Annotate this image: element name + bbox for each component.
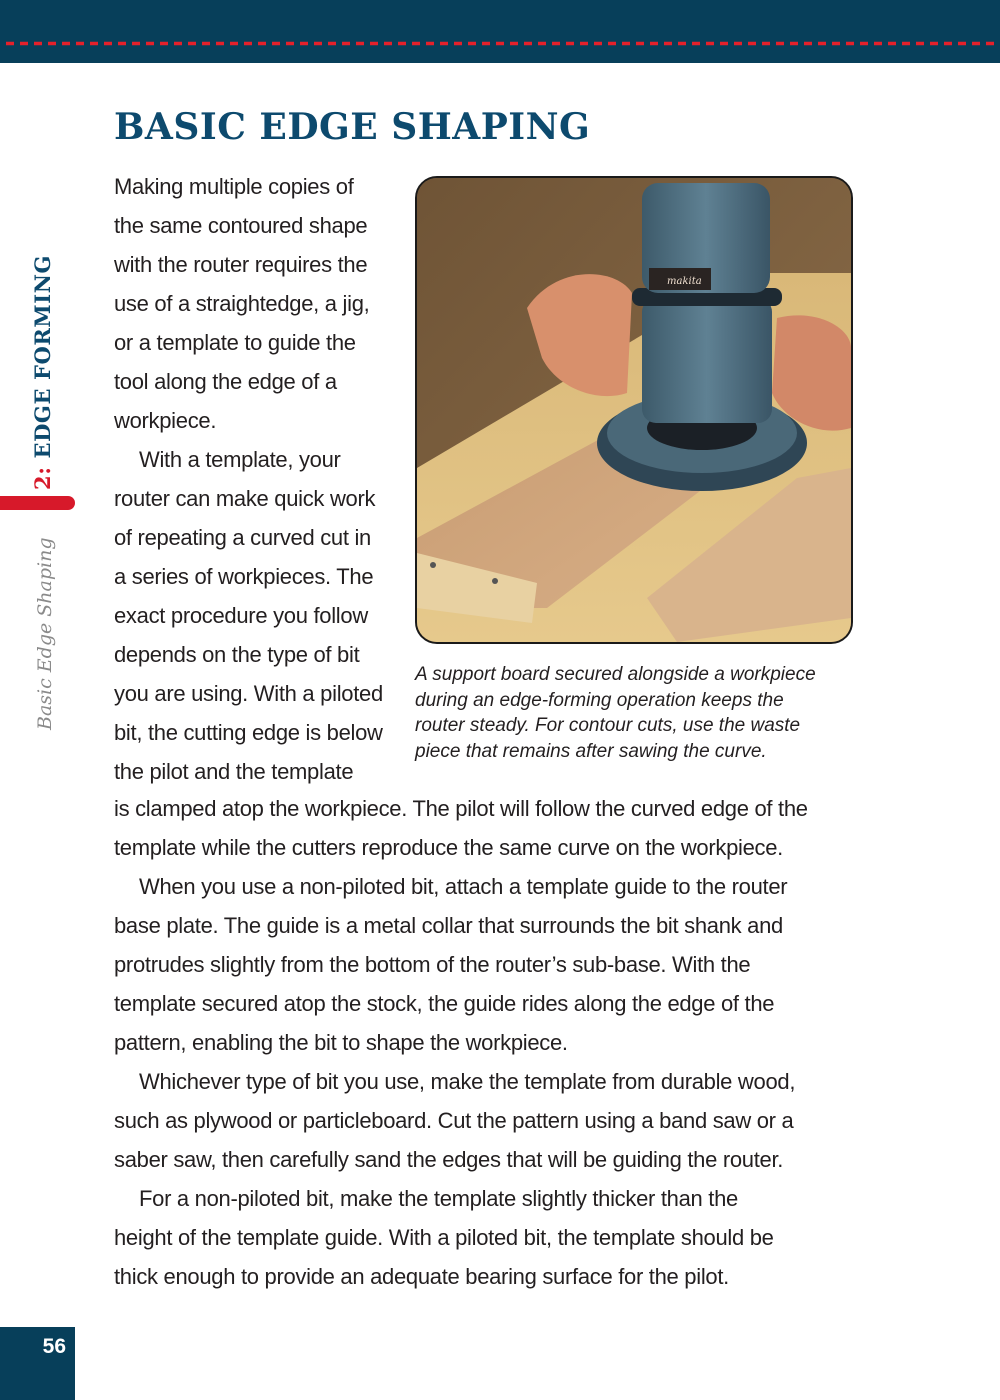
body-column-narrow	[114, 167, 404, 791]
text-line: template while the cutters reproduce the same curve on the workpiece.	[114, 835, 783, 860]
text-line: Making multiple copies of	[114, 174, 354, 199]
text-line: you are using. With a piloted	[114, 681, 383, 706]
text-line: exact procedure you follow	[114, 603, 368, 628]
text-line: template secured atop the stock, the guide rides along the edge of the	[114, 991, 775, 1016]
router-brand-label: makita	[667, 276, 702, 287]
chapter-title: EDGE FORMING	[30, 254, 55, 459]
paragraph-4	[114, 1062, 854, 1179]
text-line: the pilot and the template	[114, 759, 354, 784]
text-line: thick enough to provide an adequate bearing surface for the pilot.	[114, 1264, 729, 1289]
text-line: protrudes slightly from the bottom of the router’s sub-base. With the	[114, 952, 751, 977]
router-photo	[415, 176, 853, 644]
text-line: use of a straightedge, a jig,	[114, 291, 370, 316]
photo-illustration	[417, 178, 851, 642]
paragraph-1	[114, 167, 404, 440]
figure-caption	[415, 662, 855, 764]
paragraph-2-continued	[114, 789, 854, 867]
header-band	[0, 0, 1000, 63]
caption-line: router steady. For contour cuts, use the waste	[415, 715, 801, 736]
text-line: is clamped atop the workpiece. The pilot will follow the curved edge of the	[114, 796, 808, 821]
text-line: such as plywood or particleboard. Cut the pattern using a band saw or a	[114, 1108, 794, 1133]
text-line: base plate. The guide is a metal collar that surrounds the bit shank and	[114, 913, 783, 938]
text-line: workpiece.	[114, 408, 217, 433]
text-line: saber saw, then carefully sand the edges that will be guiding the router.	[114, 1147, 784, 1172]
caption-line: during an edge-forming operation keeps the	[415, 689, 784, 711]
text-line: pattern, enabling the bit to shape the workpiece.	[114, 1030, 568, 1055]
chapter-number: 2:	[30, 466, 55, 490]
page-title: BASIC EDGE SHAPING	[114, 106, 591, 148]
text-line: with the router requires the	[114, 252, 368, 277]
chapter-label	[30, 255, 55, 490]
text-line: or a template to guide the	[114, 330, 356, 355]
text-line: the same contoured shape	[114, 213, 368, 238]
paragraph-2	[114, 440, 404, 791]
stitch-divider	[0, 41, 1000, 46]
chapter-tab-marker	[0, 496, 75, 510]
caption-line: piece that remains after sawing the curve.	[415, 740, 767, 762]
text-line: a series of workpieces. The	[114, 564, 374, 589]
page-number-tab	[0, 1327, 75, 1400]
body-column-wide	[114, 789, 854, 1296]
paragraph-3	[114, 867, 854, 1062]
text-line: depends on the type of bit	[114, 642, 360, 667]
text-line: of repeating a curved cut in	[114, 525, 371, 550]
text-line: When you use a non-piloted bit, attach a template guide to the router	[139, 874, 788, 899]
text-line: height of the template guide. With a piloted bit, the template should be	[114, 1225, 774, 1250]
page-number: 56	[42, 1335, 66, 1358]
text-line: tool along the edge of a	[114, 369, 337, 394]
text-line: bit, the cutting edge is below	[114, 720, 383, 745]
text-line: Whichever type of bit you use, make the template from durable wood,	[139, 1069, 796, 1094]
text-line: With a template, your	[139, 447, 341, 472]
section-label: Basic Edge Shaping	[34, 537, 56, 730]
text-line: router can make quick work	[114, 486, 376, 511]
text-line: For a non-piloted bit, make the template slightly thicker than the	[139, 1186, 738, 1211]
paragraph-5	[114, 1179, 854, 1296]
caption-line: A support board secured alongside a workpiece	[415, 664, 816, 685]
